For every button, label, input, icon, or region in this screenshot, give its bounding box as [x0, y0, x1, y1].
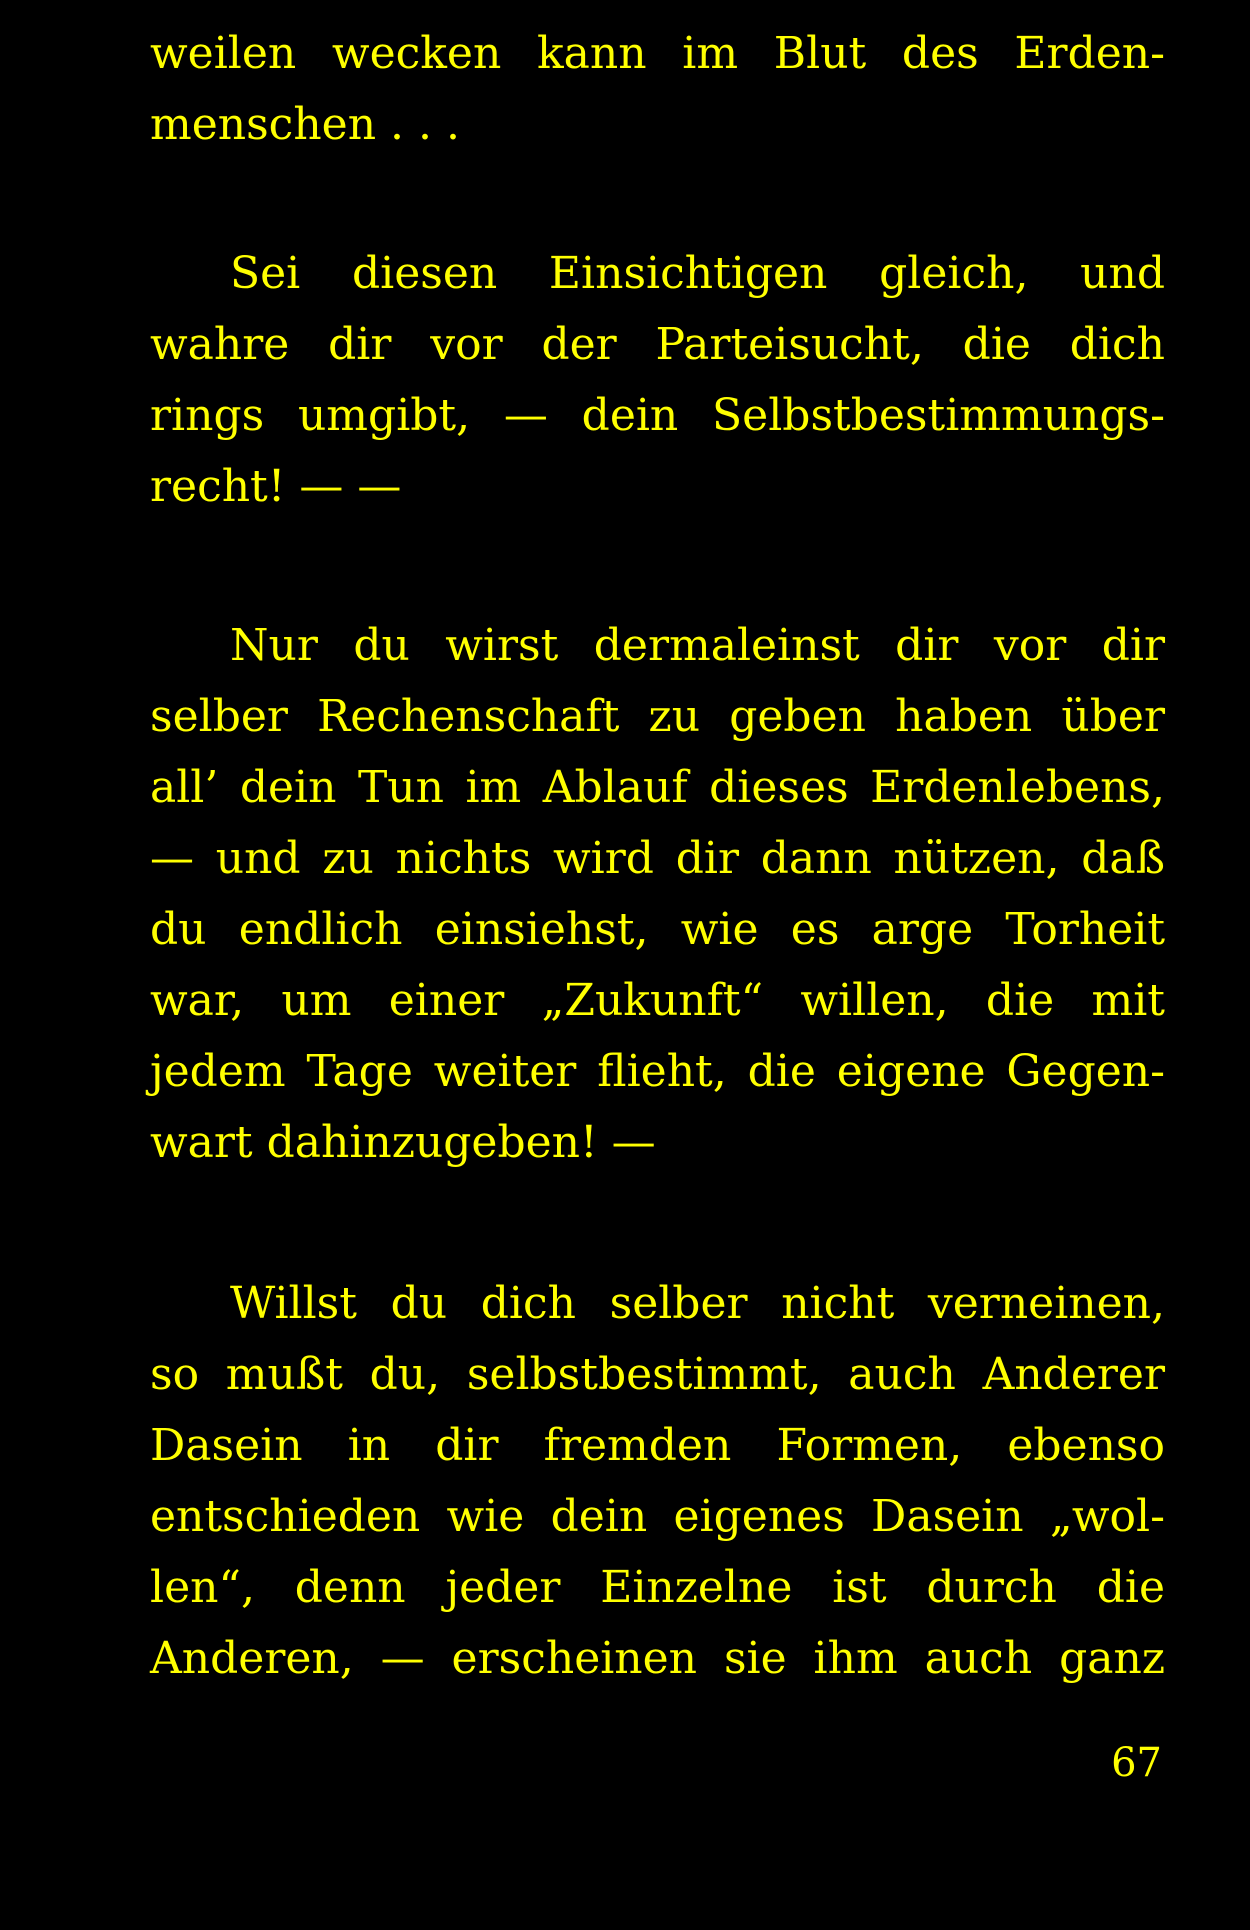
text-line: wahre dir vor der Parteisucht, die dich	[150, 319, 1165, 370]
page-number: 67	[1111, 1740, 1162, 1786]
text-line: rings umgibt, — dein Selbstbestimmungs-	[150, 390, 1165, 441]
text-line: jedem Tage weiter flieht, die eigene Gegen-	[150, 1046, 1165, 1097]
paragraph-1	[150, 18, 1165, 160]
text-line: war, um einer „Zukunft“ willen, die mit	[150, 975, 1165, 1026]
paragraph-3	[150, 610, 1165, 1178]
text-line: entschieden wie dein eigenes Dasein „wol-	[150, 1491, 1165, 1542]
text-line: du endlich einsiehst, wie es arge Torheit	[150, 904, 1165, 955]
text-line: Nur du wirst dermaleinst dir vor dir	[230, 620, 1165, 671]
paragraph-4	[150, 1268, 1165, 1694]
text-line: — und zu nichts wird dir dann nützen, daß	[150, 833, 1165, 884]
paragraph-2	[150, 238, 1165, 522]
text-line: Anderen, — erscheinen sie ihm auch ganz	[150, 1633, 1165, 1684]
text-line: wart dahinzugeben! —	[150, 1117, 656, 1168]
text-line: selber Rechenschaft zu geben haben über	[150, 691, 1165, 742]
text-line: all’ dein Tun im Ablauf dieses Erdenlebens,	[150, 762, 1165, 813]
text-line: recht! — —	[150, 461, 402, 512]
text-line: len“, denn jeder Einzelne ist durch die	[150, 1562, 1165, 1613]
text-line: so mußt du, selbstbestimmt, auch Anderer	[150, 1349, 1165, 1400]
text-line: Dasein in dir fremden Formen, ebenso	[150, 1420, 1165, 1471]
text-line: Willst du dich selber nicht verneinen,	[230, 1278, 1165, 1329]
text-line: Sei diesen Einsichtigen gleich, und	[230, 248, 1165, 299]
text-line: menschen . . .	[150, 99, 460, 150]
text-line: weilen wecken kann im Blut des Erden-	[150, 28, 1165, 79]
